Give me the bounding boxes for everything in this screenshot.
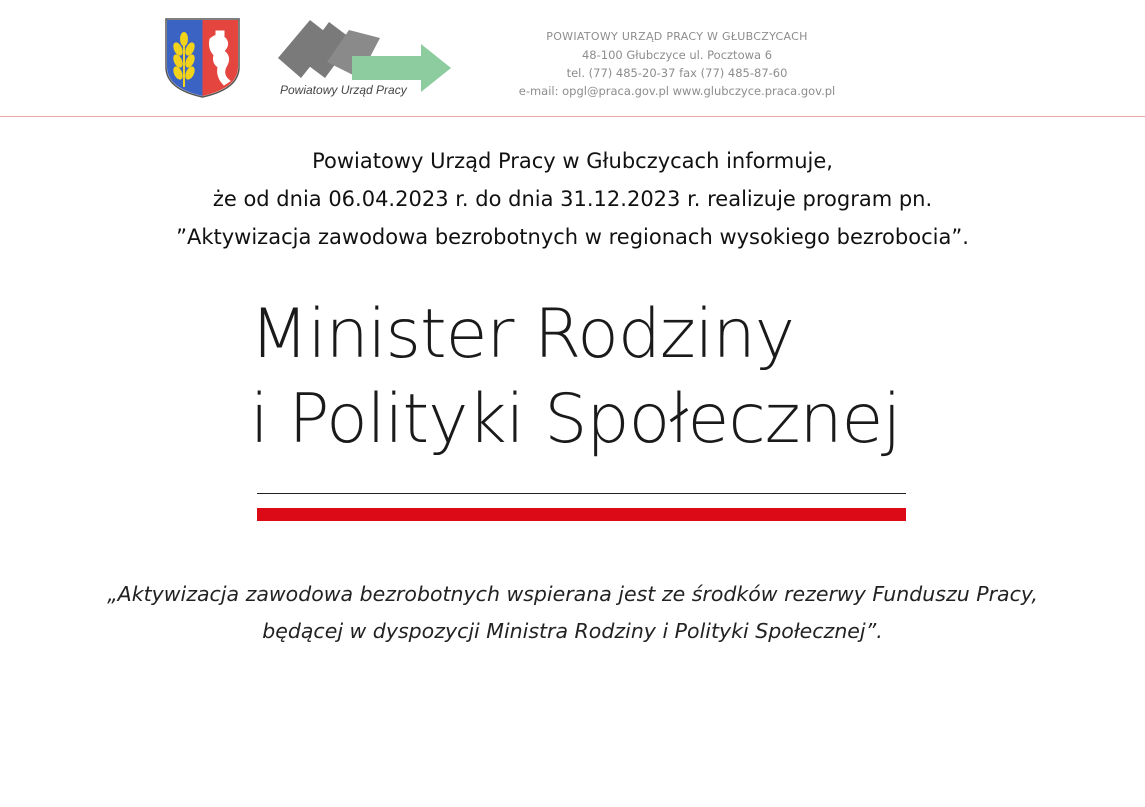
ministry-line-1: Minister Rodziny — [250, 295, 794, 374]
office-email-web[interactable]: e-mail: opgl@praca.gov.pl www.glubczyce.praca.gov.pl — [518, 84, 836, 98]
ministry-logo-divider — [257, 493, 906, 494]
pup-logo-text: Powiatowy Urząd Pracy — [280, 83, 407, 97]
announcement-line-2: że od dnia 06.04.2023 r. do dnia 31.12.2023 r. realizuje program pn. — [212, 187, 933, 211]
ministry-line-2: i Polityki Społecznej — [250, 380, 901, 459]
coat-of-arms-icon — [164, 17, 241, 99]
ministry-logo-red-bar — [257, 508, 906, 521]
funding-note-line-1: „Aktywizacja zawodowa bezrobotnych wspierana jest ze środków rezerwy Funduszu Pracy, — [107, 582, 1038, 606]
funding-note — [0, 576, 1145, 650]
office-address: 48-100 Głubczyce ul. Pocztowa 6 — [581, 48, 773, 62]
office-name: POWIATOWY URZĄD PRACY W GŁUBCZYCACH — [546, 30, 808, 43]
announcement-line-3: ”Aktywizacja zawodowa bezrobotnych w regionach wysokiego bezrobocia”. — [176, 225, 969, 249]
office-contact-block — [470, 28, 884, 100]
letterhead — [0, 0, 1145, 117]
program-announcement — [0, 142, 1145, 256]
funding-note-line-2: będącej w dyspozycji Ministra Rodziny i Polityki Społecznej”. — [262, 619, 883, 643]
ministry-logo-text — [250, 292, 930, 462]
office-phone-fax: tel. (77) 485-20-37 fax (77) 485-87-60 — [566, 66, 788, 80]
announcement-line-1: Powiatowy Urząd Pracy w Głubczycach informuje, — [312, 149, 833, 173]
